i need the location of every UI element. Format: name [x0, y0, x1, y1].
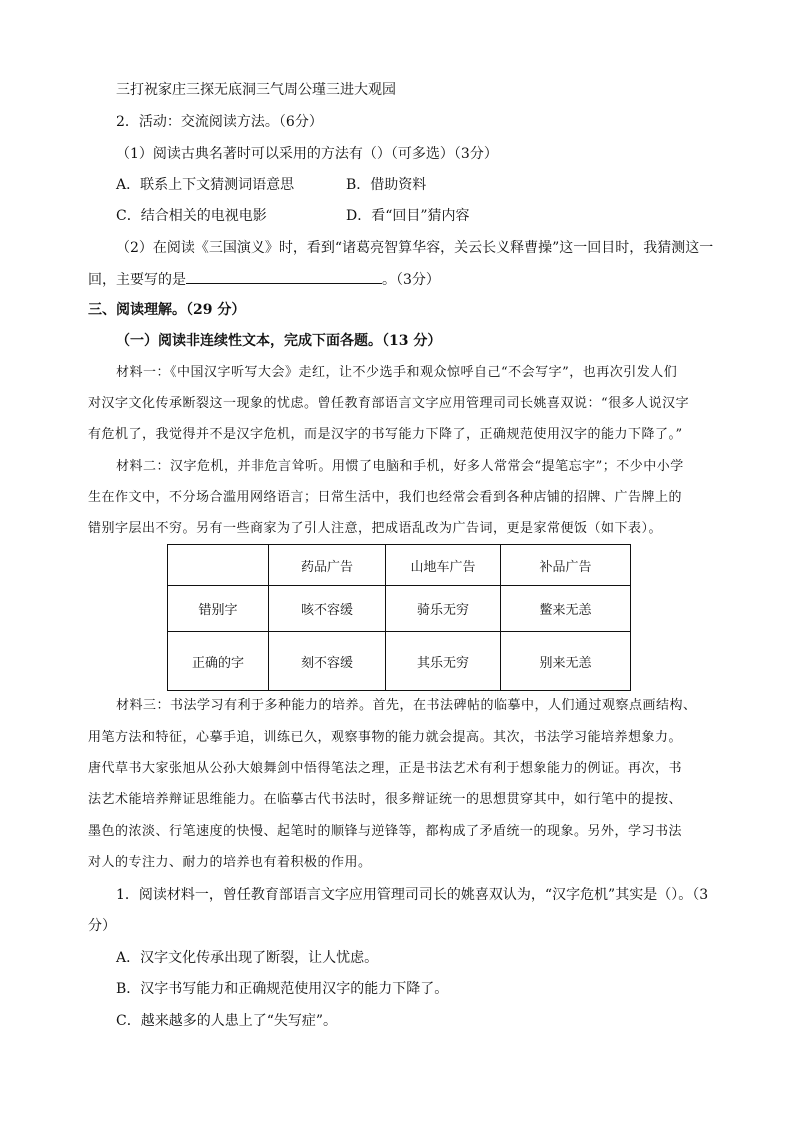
table-cell: 正确的字	[168, 632, 269, 691]
material-3-line-6: 对人的专注力、耐力的培养也有着积极的作用。	[88, 855, 372, 870]
table-header-cell: 补品广告	[501, 545, 631, 586]
material-2-line-3: 错别字层出不穷。另有一些商家为了引人注意，把成语乱改为广告词，更是家常便饭（如下表）。	[88, 521, 663, 536]
question-1-line-2: 分）	[88, 918, 116, 934]
material-3-line-4: 法艺术能培养辩证思维能力。在临摹古代书法时，很多辩证统一的思想贯穿其中，如行笔中的提按、	[88, 792, 683, 807]
section-3-sub-1: （一）阅读非连续性文本，完成下面各题。（13 分）	[116, 333, 442, 349]
material-2-line-1: 材料二：汉字危机，并非危言耸听。用惯了电脑和手机，好多人常常会“提笔忘字”；不少中小学	[116, 459, 684, 474]
header-line: 三打祝家庄三探无底洞三气周公瑾三进大观园	[116, 82, 396, 98]
advertisement-table	[167, 544, 631, 691]
material-3-line-2: 用笔方法和特征，心摹手追，训练已久，观察事物的能力就会提高。其次，书法学习能培养想象力。	[88, 730, 683, 745]
material-3-line-3: 唐代草书大家张旭从公孙大娘舞剑中悟得笔法之理，正是书法艺术有利于想象能力的例证。再次，书	[88, 761, 683, 776]
material-3-line-5: 墨色的浓淡、行笔速度的快慢、起笔时的顺锋与逆锋等，都构成了矛盾统一的现象。另外，学习书法	[88, 824, 683, 839]
question-1-option-b: B．汉字书写能力和正确规范使用汉字的能力下降了。	[116, 981, 449, 997]
table-cell: 骑乐无穷	[386, 586, 501, 632]
table-cell: 错别字	[168, 586, 269, 632]
activity-question-2-cont	[88, 269, 440, 290]
table-header-cell: 山地车广告	[386, 545, 501, 586]
table-row	[168, 586, 631, 632]
material-1-line-1: 材料一：《中国汉字听写大会》走红，让不少选手和观众惊呼自己“不会写字”，也再次引发人们	[116, 365, 678, 380]
section-3-title: 三、阅读理解。（29 分）	[88, 302, 246, 318]
table-cell: 其乐无穷	[386, 632, 501, 691]
table-cell: 别来无恙	[501, 632, 631, 691]
option-a: A．联系上下文猜测词语意思	[116, 177, 295, 193]
material-2-line-2: 生在作文中，不分场合滥用网络语言；日常生活中，我们也经常会看到各种店铺的招牌、广告牌上的	[88, 490, 683, 505]
question-1-option-c: C．越来越多的人患上了“失写症”。	[116, 1013, 338, 1029]
table-cell: 咳不容缓	[269, 586, 386, 632]
material-1-line-2: 对汉字文化传承断裂这一现象的忧虑。曾任教育部语言文字应用管理司司长姚喜双说：“很多人说汉字	[88, 396, 690, 411]
table-cell: 刻不容缓	[269, 632, 386, 691]
material-3-line-1: 材料三：书法学习有利于多种能力的培养。首先，在书法碑帖的临摹中，人们通过观察点画结构、	[116, 698, 697, 713]
activity-question-1: （1）阅读古典名著时可以采用的方法有（）（可多选）（3分）	[116, 146, 498, 162]
option-d: D．看“回目”猜内容	[346, 208, 470, 224]
table-header-row	[168, 545, 631, 586]
material-1-line-3: 有危机了，我觉得并不是汉字危机，而是汉字的书写能力下降了，正确规范使用汉字的能力下降了。”	[88, 427, 683, 442]
activity-title: 2．活动：交流阅读方法。（6分）	[116, 114, 323, 130]
table-cell: 鳖来无恙	[501, 586, 631, 632]
q2-suffix: 。（3分）	[382, 272, 440, 288]
activity-question-2: （2）在阅读《三国演义》时，看到“诸葛亮智算华容，关云长义释曹操”这一回目时，我猜测这一	[116, 240, 714, 256]
question-1-line-1: 1．阅读材料一，曾任教育部语言文字应用管理司司长的姚喜双认为，“汉字危机”其实是（）。（3	[116, 887, 709, 903]
option-c: C．结合相关的电视电影	[116, 208, 267, 224]
option-b: B．借助资料	[346, 177, 427, 193]
table-header-cell: 药品广告	[269, 545, 386, 586]
table-header-cell	[168, 545, 269, 586]
table-row	[168, 632, 631, 691]
answer-blank[interactable]	[186, 269, 382, 284]
q2-prefix: 回，主要写的是	[88, 272, 186, 288]
question-1-option-a: A．汉字文化传承出现了断裂，让人忧虑。	[116, 950, 379, 966]
